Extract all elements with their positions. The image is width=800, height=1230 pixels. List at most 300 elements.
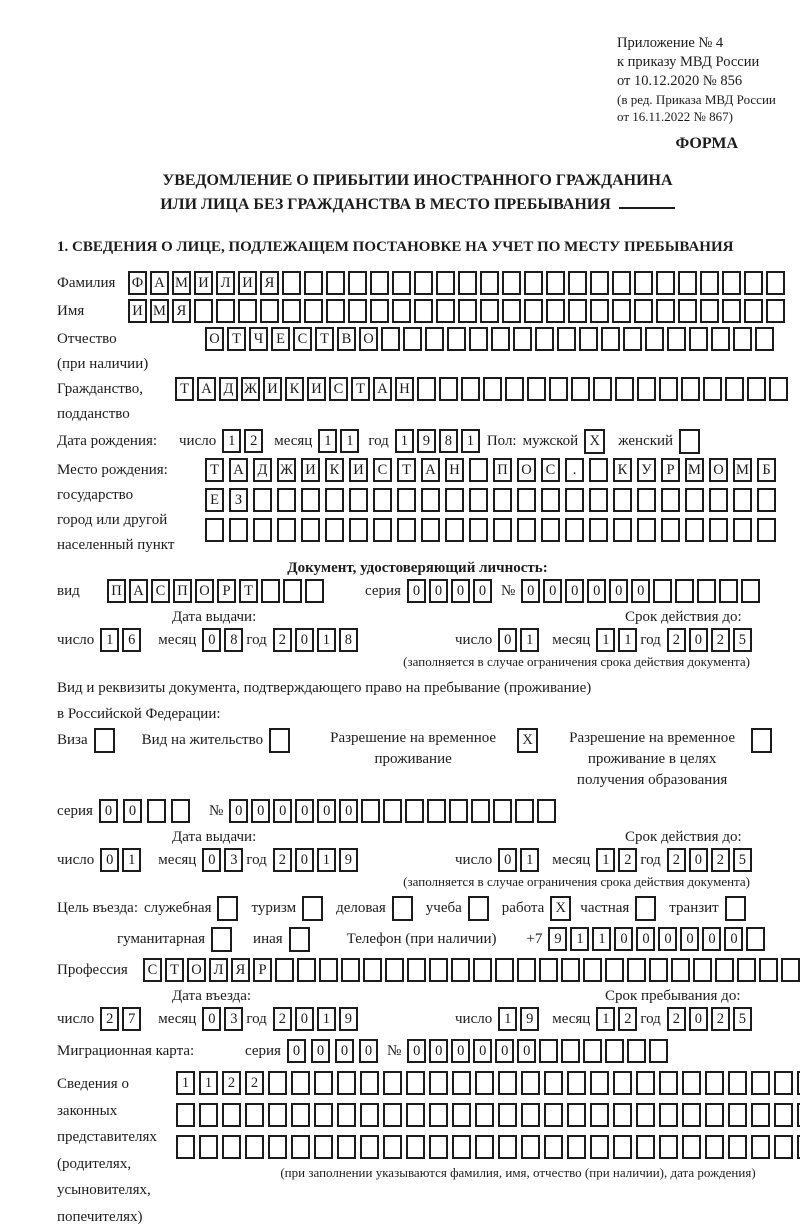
char-box[interactable] [349, 488, 368, 512]
char-box[interactable]: П [107, 579, 126, 603]
char-box[interactable] [667, 327, 686, 351]
char-box[interactable] [561, 1039, 580, 1063]
char-box[interactable] [719, 579, 738, 603]
char-box[interactable] [649, 958, 668, 982]
char-box[interactable]: 2 [667, 848, 686, 872]
char-box[interactable]: 9 [417, 429, 436, 453]
char-box[interactable] [475, 1135, 494, 1159]
char-box[interactable] [700, 271, 719, 295]
char-box[interactable] [661, 518, 680, 542]
char-box[interactable] [565, 488, 584, 512]
char-box[interactable] [194, 299, 213, 323]
char-box[interactable]: 2 [222, 1071, 241, 1095]
char-box[interactable] [561, 958, 580, 982]
char-box[interactable] [176, 1135, 195, 1159]
char-box[interactable] [217, 896, 238, 921]
char-box[interactable]: Ч [249, 327, 268, 351]
char-box[interactable] [429, 958, 448, 982]
char-box[interactable]: 1 [122, 848, 141, 872]
char-box[interactable] [429, 1103, 448, 1127]
char-box[interactable] [678, 271, 697, 295]
char-box[interactable] [583, 1039, 602, 1063]
char-box[interactable] [429, 1071, 448, 1095]
char-box[interactable]: 0 [339, 799, 358, 823]
char-box[interactable]: X [584, 429, 605, 454]
char-box[interactable]: 2 [711, 1007, 730, 1031]
char-box[interactable] [211, 927, 232, 952]
char-box[interactable]: 1 [570, 927, 589, 951]
char-box[interactable] [725, 377, 744, 401]
char-box[interactable] [445, 488, 464, 512]
char-box[interactable] [705, 1135, 724, 1159]
char-box[interactable] [383, 1103, 402, 1127]
char-box[interactable]: 0 [565, 579, 584, 603]
char-box[interactable] [589, 458, 608, 482]
char-box[interactable]: Ж [277, 458, 296, 482]
char-box[interactable]: 0 [724, 927, 743, 951]
char-box[interactable] [373, 488, 392, 512]
char-box[interactable] [744, 271, 763, 295]
char-box[interactable] [405, 799, 424, 823]
char-box[interactable]: 0 [287, 1039, 306, 1063]
char-box[interactable] [222, 1135, 241, 1159]
char-box[interactable] [557, 327, 576, 351]
char-box[interactable] [452, 1135, 471, 1159]
char-box[interactable] [605, 958, 624, 982]
char-box[interactable] [567, 1103, 586, 1127]
char-box[interactable]: 0 [202, 848, 221, 872]
char-box[interactable]: 0 [689, 848, 708, 872]
char-box[interactable] [634, 271, 653, 295]
char-box[interactable]: 1 [100, 628, 119, 652]
char-box[interactable] [751, 728, 772, 753]
char-box[interactable] [524, 271, 543, 295]
char-box[interactable] [766, 299, 785, 323]
char-box[interactable] [568, 299, 587, 323]
char-box[interactable] [383, 1135, 402, 1159]
char-box[interactable] [659, 1135, 678, 1159]
char-box[interactable] [755, 327, 774, 351]
char-box[interactable]: Я [231, 958, 250, 982]
char-box[interactable]: 2 [273, 848, 292, 872]
char-box[interactable] [544, 1071, 563, 1095]
char-box[interactable] [737, 958, 756, 982]
char-box[interactable]: 0 [229, 799, 248, 823]
char-box[interactable] [458, 271, 477, 295]
char-box[interactable]: 8 [339, 628, 358, 652]
char-box[interactable] [656, 271, 675, 295]
char-box[interactable]: 5 [733, 1007, 752, 1031]
char-box[interactable] [709, 488, 728, 512]
char-box[interactable] [452, 1103, 471, 1127]
char-box[interactable]: 1 [596, 1007, 615, 1031]
char-box[interactable] [297, 958, 316, 982]
char-box[interactable] [326, 271, 345, 295]
char-box[interactable] [636, 1135, 655, 1159]
char-box[interactable]: В [337, 327, 356, 351]
char-box[interactable]: 0 [99, 799, 118, 823]
char-box[interactable] [469, 458, 488, 482]
char-box[interactable]: 1 [318, 429, 337, 453]
char-box[interactable] [337, 1071, 356, 1095]
char-box[interactable] [341, 958, 360, 982]
char-box[interactable]: С [293, 327, 312, 351]
char-box[interactable]: 7 [122, 1007, 141, 1031]
char-box[interactable]: 3 [224, 848, 243, 872]
char-box[interactable] [589, 488, 608, 512]
char-box[interactable] [397, 518, 416, 542]
char-box[interactable] [703, 377, 722, 401]
char-box[interactable] [568, 271, 587, 295]
char-box[interactable] [583, 958, 602, 982]
char-box[interactable]: И [194, 271, 213, 295]
char-box[interactable] [427, 799, 446, 823]
char-box[interactable]: Т [175, 377, 194, 401]
char-box[interactable] [590, 299, 609, 323]
char-box[interactable] [439, 377, 458, 401]
char-box[interactable] [268, 1071, 287, 1095]
char-box[interactable]: Ф [128, 271, 147, 295]
char-box[interactable]: 0 [429, 1039, 448, 1063]
char-box[interactable] [653, 579, 672, 603]
char-box[interactable] [689, 327, 708, 351]
char-box[interactable]: Р [217, 579, 236, 603]
char-box[interactable] [659, 1071, 678, 1095]
char-box[interactable]: 2 [244, 429, 263, 453]
char-box[interactable]: И [301, 458, 320, 482]
char-box[interactable] [722, 271, 741, 295]
char-box[interactable] [253, 488, 272, 512]
char-box[interactable] [728, 1103, 747, 1127]
char-box[interactable] [722, 299, 741, 323]
char-box[interactable]: П [173, 579, 192, 603]
char-box[interactable]: Н [445, 458, 464, 482]
char-box[interactable]: 0 [295, 848, 314, 872]
char-box[interactable]: 1 [317, 628, 336, 652]
char-box[interactable] [326, 299, 345, 323]
char-box[interactable]: 2 [711, 848, 730, 872]
char-box[interactable] [392, 896, 413, 921]
char-box[interactable] [471, 799, 490, 823]
char-box[interactable] [261, 579, 280, 603]
char-box[interactable] [360, 1135, 379, 1159]
char-box[interactable]: Т [315, 327, 334, 351]
char-box[interactable] [406, 1071, 425, 1095]
char-box[interactable] [751, 1135, 770, 1159]
char-box[interactable] [314, 1103, 333, 1127]
char-box[interactable] [627, 1039, 646, 1063]
char-box[interactable]: Е [205, 488, 224, 512]
char-box[interactable] [245, 1103, 264, 1127]
char-box[interactable] [636, 1103, 655, 1127]
char-box[interactable]: И [128, 299, 147, 323]
char-box[interactable] [747, 377, 766, 401]
char-box[interactable] [289, 927, 310, 952]
char-box[interactable] [774, 1135, 793, 1159]
char-box[interactable]: 0 [311, 1039, 330, 1063]
char-box[interactable] [751, 1103, 770, 1127]
char-box[interactable] [421, 518, 440, 542]
char-box[interactable] [678, 299, 697, 323]
char-box[interactable] [447, 327, 466, 351]
char-box[interactable] [325, 488, 344, 512]
char-box[interactable]: 0 [631, 579, 650, 603]
char-box[interactable]: 8 [439, 429, 458, 453]
char-box[interactable] [245, 1135, 264, 1159]
char-box[interactable]: X [517, 728, 538, 753]
char-box[interactable] [314, 1071, 333, 1095]
char-box[interactable] [661, 488, 680, 512]
char-box[interactable] [222, 1103, 241, 1127]
char-box[interactable] [612, 271, 631, 295]
char-box[interactable]: 0 [543, 579, 562, 603]
char-box[interactable]: И [238, 271, 257, 295]
char-box[interactable] [381, 327, 400, 351]
char-box[interactable] [392, 299, 411, 323]
char-box[interactable]: О [359, 327, 378, 351]
char-box[interactable] [495, 958, 514, 982]
char-box[interactable] [407, 958, 426, 982]
char-box[interactable]: З [229, 488, 248, 512]
char-box[interactable] [469, 488, 488, 512]
char-box[interactable] [766, 271, 785, 295]
char-box[interactable]: 0 [680, 927, 699, 951]
char-box[interactable] [567, 1135, 586, 1159]
char-box[interactable] [461, 377, 480, 401]
char-box[interactable]: О [709, 458, 728, 482]
char-box[interactable] [268, 1103, 287, 1127]
char-box[interactable] [681, 377, 700, 401]
char-box[interactable] [728, 1135, 747, 1159]
char-box[interactable] [590, 271, 609, 295]
char-box[interactable]: А [421, 458, 440, 482]
char-box[interactable] [524, 299, 543, 323]
char-box[interactable] [304, 271, 323, 295]
char-box[interactable] [473, 958, 492, 982]
char-box[interactable] [302, 896, 323, 921]
char-box[interactable]: 0 [335, 1039, 354, 1063]
char-box[interactable]: . [565, 458, 584, 482]
char-box[interactable] [360, 1103, 379, 1127]
char-box[interactable] [199, 1103, 218, 1127]
char-box[interactable] [685, 488, 704, 512]
char-box[interactable] [283, 579, 302, 603]
char-box[interactable] [656, 299, 675, 323]
char-box[interactable] [637, 518, 656, 542]
char-box[interactable] [483, 377, 502, 401]
char-box[interactable]: С [541, 458, 560, 482]
char-box[interactable] [590, 1135, 609, 1159]
char-box[interactable]: Я [260, 271, 279, 295]
char-box[interactable]: 1 [592, 927, 611, 951]
char-box[interactable]: С [151, 579, 170, 603]
char-box[interactable]: О [187, 958, 206, 982]
char-box[interactable] [659, 1103, 678, 1127]
char-box[interactable] [452, 1071, 471, 1095]
char-box[interactable] [612, 299, 631, 323]
char-box[interactable] [521, 1103, 540, 1127]
char-box[interactable] [421, 488, 440, 512]
char-box[interactable]: Я [172, 299, 191, 323]
char-box[interactable] [451, 958, 470, 982]
char-box[interactable]: 2 [667, 1007, 686, 1031]
char-box[interactable]: Л [209, 958, 228, 982]
char-box[interactable] [301, 488, 320, 512]
char-box[interactable] [679, 429, 700, 454]
char-box[interactable]: А [150, 271, 169, 295]
char-box[interactable] [493, 799, 512, 823]
char-box[interactable] [682, 1103, 701, 1127]
char-box[interactable] [425, 327, 444, 351]
char-box[interactable] [147, 799, 166, 823]
char-box[interactable] [458, 299, 477, 323]
char-box[interactable]: 1 [199, 1071, 218, 1095]
char-box[interactable] [733, 488, 752, 512]
char-box[interactable] [539, 958, 558, 982]
char-box[interactable] [746, 927, 765, 951]
char-box[interactable] [541, 518, 560, 542]
char-box[interactable] [546, 271, 565, 295]
char-box[interactable]: 2 [273, 628, 292, 652]
char-box[interactable]: 0 [295, 799, 314, 823]
char-box[interactable] [645, 327, 664, 351]
char-box[interactable] [360, 1071, 379, 1095]
char-box[interactable] [537, 799, 556, 823]
char-box[interactable] [579, 327, 598, 351]
char-box[interactable]: 0 [429, 579, 448, 603]
char-box[interactable] [634, 299, 653, 323]
char-box[interactable]: Д [253, 458, 272, 482]
char-box[interactable] [171, 799, 190, 823]
char-box[interactable] [733, 518, 752, 542]
char-box[interactable] [635, 896, 656, 921]
char-box[interactable] [445, 518, 464, 542]
char-box[interactable]: 9 [548, 927, 567, 951]
char-box[interactable] [493, 488, 512, 512]
char-box[interactable] [671, 958, 690, 982]
char-box[interactable]: 1 [520, 848, 539, 872]
char-box[interactable] [757, 518, 776, 542]
char-box[interactable] [593, 377, 612, 401]
char-box[interactable] [623, 327, 642, 351]
char-box[interactable]: 1 [317, 848, 336, 872]
char-box[interactable]: 1 [596, 848, 615, 872]
char-box[interactable]: 1 [498, 1007, 517, 1031]
char-box[interactable] [601, 327, 620, 351]
char-box[interactable] [406, 1103, 425, 1127]
char-box[interactable]: Т [239, 579, 258, 603]
char-box[interactable]: М [685, 458, 704, 482]
char-box[interactable]: А [229, 458, 248, 482]
char-box[interactable]: 0 [295, 628, 314, 652]
char-box[interactable] [260, 299, 279, 323]
char-box[interactable] [469, 518, 488, 542]
char-box[interactable]: 6 [122, 628, 141, 652]
char-box[interactable]: А [129, 579, 148, 603]
char-box[interactable] [229, 518, 248, 542]
char-box[interactable]: 0 [636, 927, 655, 951]
char-box[interactable] [417, 377, 436, 401]
char-box[interactable] [751, 1071, 770, 1095]
char-box[interactable]: У [637, 458, 656, 482]
char-box[interactable] [565, 518, 584, 542]
char-box[interactable]: Л [216, 271, 235, 295]
char-box[interactable] [269, 728, 290, 753]
char-box[interactable] [728, 1071, 747, 1095]
char-box[interactable] [429, 1135, 448, 1159]
char-box[interactable]: 0 [498, 628, 517, 652]
char-box[interactable] [539, 1039, 558, 1063]
char-box[interactable]: 0 [407, 1039, 426, 1063]
char-box[interactable]: Е [271, 327, 290, 351]
char-box[interactable] [502, 271, 521, 295]
char-box[interactable] [725, 896, 746, 921]
char-box[interactable] [383, 799, 402, 823]
char-box[interactable]: К [325, 458, 344, 482]
char-box[interactable]: 0 [658, 927, 677, 951]
char-box[interactable] [535, 327, 554, 351]
char-box[interactable]: Д [219, 377, 238, 401]
char-box[interactable] [176, 1103, 195, 1127]
char-box[interactable]: Б [757, 458, 776, 482]
char-box[interactable]: Н [395, 377, 414, 401]
char-box[interactable]: 0 [100, 848, 119, 872]
char-box[interactable] [406, 1135, 425, 1159]
char-box[interactable] [709, 518, 728, 542]
char-box[interactable] [370, 271, 389, 295]
char-box[interactable]: М [150, 299, 169, 323]
char-box[interactable] [541, 488, 560, 512]
char-box[interactable]: 0 [202, 628, 221, 652]
char-box[interactable] [498, 1135, 517, 1159]
char-box[interactable] [325, 518, 344, 542]
char-box[interactable]: И [349, 458, 368, 482]
char-box[interactable] [370, 299, 389, 323]
char-box[interactable] [282, 271, 301, 295]
char-box[interactable] [615, 377, 634, 401]
char-box[interactable] [491, 327, 510, 351]
char-box[interactable] [397, 488, 416, 512]
char-box[interactable] [253, 518, 272, 542]
char-box[interactable] [469, 327, 488, 351]
char-box[interactable]: 1 [317, 1007, 336, 1031]
char-box[interactable] [498, 1071, 517, 1095]
char-box[interactable] [613, 488, 632, 512]
char-box[interactable]: Т [205, 458, 224, 482]
char-box[interactable] [468, 896, 489, 921]
char-box[interactable] [291, 1071, 310, 1095]
char-box[interactable] [682, 1071, 701, 1095]
char-box[interactable] [291, 1135, 310, 1159]
char-box[interactable] [711, 327, 730, 351]
char-box[interactable] [475, 1103, 494, 1127]
char-box[interactable] [480, 299, 499, 323]
char-box[interactable] [682, 1135, 701, 1159]
char-box[interactable]: 2 [273, 1007, 292, 1031]
char-box[interactable] [238, 299, 257, 323]
char-box[interactable] [589, 518, 608, 542]
char-box[interactable]: П [493, 458, 512, 482]
char-box[interactable] [613, 1103, 632, 1127]
char-box[interactable]: 0 [689, 628, 708, 652]
char-box[interactable] [392, 271, 411, 295]
char-box[interactable] [769, 377, 788, 401]
char-box[interactable] [361, 799, 380, 823]
char-box[interactable] [305, 579, 324, 603]
char-box[interactable]: 0 [295, 1007, 314, 1031]
char-box[interactable]: 9 [339, 848, 358, 872]
char-box[interactable]: 0 [202, 1007, 221, 1031]
